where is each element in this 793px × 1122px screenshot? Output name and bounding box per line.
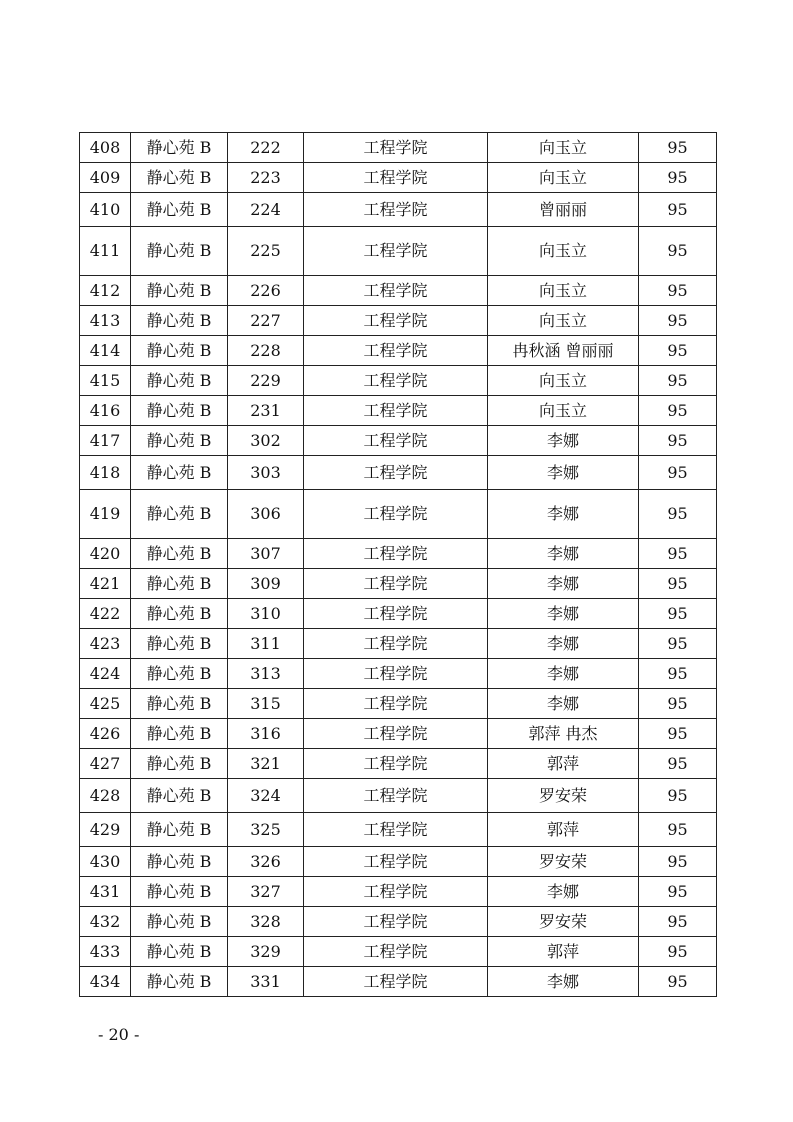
room-cell: 227 bbox=[228, 306, 304, 336]
counselor-cell: 郭萍 bbox=[488, 937, 639, 967]
college-cell: 工程学院 bbox=[304, 336, 488, 366]
table-row bbox=[80, 366, 717, 396]
counselor-cell: 李娜 bbox=[488, 569, 639, 599]
room-cell: 225 bbox=[228, 227, 304, 276]
index-cell: 424 bbox=[80, 659, 131, 689]
index-cell: 423 bbox=[80, 629, 131, 659]
score-cell: 95 bbox=[639, 306, 717, 336]
table-row bbox=[80, 779, 717, 813]
table-row bbox=[80, 276, 717, 306]
room-cell: 311 bbox=[228, 629, 304, 659]
room-cell: 302 bbox=[228, 426, 304, 456]
building-cell: 静心苑 B bbox=[131, 599, 228, 629]
index-cell: 417 bbox=[80, 426, 131, 456]
index-cell: 411 bbox=[80, 227, 131, 276]
index-cell: 412 bbox=[80, 276, 131, 306]
table-row bbox=[80, 877, 717, 907]
building-cell: 静心苑 B bbox=[131, 276, 228, 306]
index-cell: 427 bbox=[80, 749, 131, 779]
college-cell: 工程学院 bbox=[304, 877, 488, 907]
building-cell: 静心苑 B bbox=[131, 719, 228, 749]
score-cell: 95 bbox=[639, 336, 717, 366]
counselor-cell: 罗安荣 bbox=[488, 907, 639, 937]
score-cell: 95 bbox=[639, 779, 717, 813]
college-cell: 工程学院 bbox=[304, 659, 488, 689]
table-row bbox=[80, 689, 717, 719]
counselor-cell: 李娜 bbox=[488, 539, 639, 569]
college-cell: 工程学院 bbox=[304, 779, 488, 813]
counselor-cell: 李娜 bbox=[488, 456, 639, 490]
score-cell: 95 bbox=[639, 719, 717, 749]
index-cell: 416 bbox=[80, 396, 131, 426]
table-row bbox=[80, 133, 717, 163]
building-cell: 静心苑 B bbox=[131, 569, 228, 599]
room-cell: 229 bbox=[228, 366, 304, 396]
index-cell: 415 bbox=[80, 366, 131, 396]
building-cell: 静心苑 B bbox=[131, 937, 228, 967]
room-cell: 226 bbox=[228, 276, 304, 306]
building-cell: 静心苑 B bbox=[131, 163, 228, 193]
counselor-cell: 罗安荣 bbox=[488, 779, 639, 813]
score-cell: 95 bbox=[639, 539, 717, 569]
room-cell: 306 bbox=[228, 490, 304, 539]
college-cell: 工程学院 bbox=[304, 539, 488, 569]
score-cell: 95 bbox=[639, 599, 717, 629]
counselor-cell: 向玉立 bbox=[488, 163, 639, 193]
score-cell: 95 bbox=[639, 227, 717, 276]
dormitory-score-table bbox=[79, 132, 717, 997]
table-row bbox=[80, 163, 717, 193]
counselor-cell: 李娜 bbox=[488, 877, 639, 907]
table-row bbox=[80, 396, 717, 426]
building-cell: 静心苑 B bbox=[131, 336, 228, 366]
room-cell: 309 bbox=[228, 569, 304, 599]
room-cell: 224 bbox=[228, 193, 304, 227]
room-cell: 315 bbox=[228, 689, 304, 719]
college-cell: 工程学院 bbox=[304, 227, 488, 276]
room-cell: 331 bbox=[228, 967, 304, 997]
building-cell: 静心苑 B bbox=[131, 689, 228, 719]
building-cell: 静心苑 B bbox=[131, 193, 228, 227]
room-cell: 223 bbox=[228, 163, 304, 193]
table-row bbox=[80, 336, 717, 366]
table-row bbox=[80, 306, 717, 336]
table-row bbox=[80, 629, 717, 659]
table-row bbox=[80, 937, 717, 967]
building-cell: 静心苑 B bbox=[131, 749, 228, 779]
college-cell: 工程学院 bbox=[304, 569, 488, 599]
score-cell: 95 bbox=[639, 813, 717, 847]
college-cell: 工程学院 bbox=[304, 967, 488, 997]
college-cell: 工程学院 bbox=[304, 813, 488, 847]
score-cell: 95 bbox=[639, 456, 717, 490]
index-cell: 410 bbox=[80, 193, 131, 227]
building-cell: 静心苑 B bbox=[131, 426, 228, 456]
room-cell: 324 bbox=[228, 779, 304, 813]
college-cell: 工程学院 bbox=[304, 163, 488, 193]
building-cell: 静心苑 B bbox=[131, 967, 228, 997]
counselor-cell: 曾丽丽 bbox=[488, 193, 639, 227]
counselor-cell: 郭萍 bbox=[488, 749, 639, 779]
room-cell: 231 bbox=[228, 396, 304, 426]
table-row bbox=[80, 539, 717, 569]
college-cell: 工程学院 bbox=[304, 306, 488, 336]
table-row bbox=[80, 719, 717, 749]
index-cell: 414 bbox=[80, 336, 131, 366]
index-cell: 418 bbox=[80, 456, 131, 490]
college-cell: 工程学院 bbox=[304, 847, 488, 877]
counselor-cell: 李娜 bbox=[488, 689, 639, 719]
room-cell: 228 bbox=[228, 336, 304, 366]
college-cell: 工程学院 bbox=[304, 937, 488, 967]
index-cell: 432 bbox=[80, 907, 131, 937]
counselor-cell: 李娜 bbox=[488, 599, 639, 629]
room-cell: 329 bbox=[228, 937, 304, 967]
score-cell: 95 bbox=[639, 193, 717, 227]
building-cell: 静心苑 B bbox=[131, 366, 228, 396]
index-cell: 425 bbox=[80, 689, 131, 719]
table-row bbox=[80, 967, 717, 997]
counselor-cell: 郭萍 bbox=[488, 813, 639, 847]
college-cell: 工程学院 bbox=[304, 689, 488, 719]
page-number: - 20 - bbox=[98, 1025, 140, 1044]
index-cell: 408 bbox=[80, 133, 131, 163]
index-cell: 431 bbox=[80, 877, 131, 907]
index-cell: 433 bbox=[80, 937, 131, 967]
table-row bbox=[80, 599, 717, 629]
score-cell: 95 bbox=[639, 629, 717, 659]
counselor-cell: 李娜 bbox=[488, 659, 639, 689]
building-cell: 静心苑 B bbox=[131, 877, 228, 907]
counselor-cell: 冉秋涵 曾丽丽 bbox=[488, 336, 639, 366]
index-cell: 426 bbox=[80, 719, 131, 749]
room-cell: 222 bbox=[228, 133, 304, 163]
building-cell: 静心苑 B bbox=[131, 847, 228, 877]
table-body bbox=[80, 133, 717, 997]
counselor-cell: 向玉立 bbox=[488, 276, 639, 306]
counselor-cell: 向玉立 bbox=[488, 366, 639, 396]
score-cell: 95 bbox=[639, 366, 717, 396]
table-row bbox=[80, 847, 717, 877]
table-row bbox=[80, 569, 717, 599]
score-cell: 95 bbox=[639, 276, 717, 306]
score-cell: 95 bbox=[639, 937, 717, 967]
score-cell: 95 bbox=[639, 163, 717, 193]
counselor-cell: 向玉立 bbox=[488, 306, 639, 336]
score-cell: 95 bbox=[639, 396, 717, 426]
counselor-cell: 郭萍 冉杰 bbox=[488, 719, 639, 749]
table-row bbox=[80, 659, 717, 689]
counselor-cell: 李娜 bbox=[488, 967, 639, 997]
building-cell: 静心苑 B bbox=[131, 629, 228, 659]
building-cell: 静心苑 B bbox=[131, 456, 228, 490]
table-row bbox=[80, 193, 717, 227]
room-cell: 316 bbox=[228, 719, 304, 749]
room-cell: 313 bbox=[228, 659, 304, 689]
building-cell: 静心苑 B bbox=[131, 539, 228, 569]
score-cell: 95 bbox=[639, 133, 717, 163]
college-cell: 工程学院 bbox=[304, 193, 488, 227]
index-cell: 422 bbox=[80, 599, 131, 629]
table-row bbox=[80, 456, 717, 490]
table-row bbox=[80, 490, 717, 539]
building-cell: 静心苑 B bbox=[131, 227, 228, 276]
college-cell: 工程学院 bbox=[304, 396, 488, 426]
college-cell: 工程学院 bbox=[304, 490, 488, 539]
score-cell: 95 bbox=[639, 426, 717, 456]
score-cell: 95 bbox=[639, 659, 717, 689]
table-row bbox=[80, 749, 717, 779]
room-cell: 327 bbox=[228, 877, 304, 907]
college-cell: 工程学院 bbox=[304, 629, 488, 659]
building-cell: 静心苑 B bbox=[131, 659, 228, 689]
table-row bbox=[80, 227, 717, 276]
college-cell: 工程学院 bbox=[304, 426, 488, 456]
score-cell: 95 bbox=[639, 749, 717, 779]
counselor-cell: 罗安荣 bbox=[488, 847, 639, 877]
college-cell: 工程学院 bbox=[304, 456, 488, 490]
score-cell: 95 bbox=[639, 877, 717, 907]
room-cell: 303 bbox=[228, 456, 304, 490]
index-cell: 430 bbox=[80, 847, 131, 877]
counselor-cell: 向玉立 bbox=[488, 227, 639, 276]
index-cell: 434 bbox=[80, 967, 131, 997]
score-cell: 95 bbox=[639, 689, 717, 719]
building-cell: 静心苑 B bbox=[131, 779, 228, 813]
college-cell: 工程学院 bbox=[304, 907, 488, 937]
index-cell: 419 bbox=[80, 490, 131, 539]
index-cell: 409 bbox=[80, 163, 131, 193]
college-cell: 工程学院 bbox=[304, 719, 488, 749]
room-cell: 328 bbox=[228, 907, 304, 937]
room-cell: 307 bbox=[228, 539, 304, 569]
building-cell: 静心苑 B bbox=[131, 133, 228, 163]
index-cell: 429 bbox=[80, 813, 131, 847]
score-cell: 95 bbox=[639, 967, 717, 997]
counselor-cell: 向玉立 bbox=[488, 133, 639, 163]
college-cell: 工程学院 bbox=[304, 276, 488, 306]
room-cell: 326 bbox=[228, 847, 304, 877]
building-cell: 静心苑 B bbox=[131, 306, 228, 336]
building-cell: 静心苑 B bbox=[131, 490, 228, 539]
room-cell: 325 bbox=[228, 813, 304, 847]
building-cell: 静心苑 B bbox=[131, 396, 228, 426]
counselor-cell: 李娜 bbox=[488, 490, 639, 539]
college-cell: 工程学院 bbox=[304, 599, 488, 629]
table-row bbox=[80, 907, 717, 937]
building-cell: 静心苑 B bbox=[131, 813, 228, 847]
score-cell: 95 bbox=[639, 847, 717, 877]
counselor-cell: 李娜 bbox=[488, 426, 639, 456]
counselor-cell: 向玉立 bbox=[488, 396, 639, 426]
room-cell: 310 bbox=[228, 599, 304, 629]
counselor-cell: 李娜 bbox=[488, 629, 639, 659]
room-cell: 321 bbox=[228, 749, 304, 779]
score-cell: 95 bbox=[639, 490, 717, 539]
table-row bbox=[80, 426, 717, 456]
table-row bbox=[80, 813, 717, 847]
index-cell: 420 bbox=[80, 539, 131, 569]
building-cell: 静心苑 B bbox=[131, 907, 228, 937]
index-cell: 421 bbox=[80, 569, 131, 599]
index-cell: 413 bbox=[80, 306, 131, 336]
college-cell: 工程学院 bbox=[304, 133, 488, 163]
college-cell: 工程学院 bbox=[304, 366, 488, 396]
index-cell: 428 bbox=[80, 779, 131, 813]
score-cell: 95 bbox=[639, 907, 717, 937]
score-cell: 95 bbox=[639, 569, 717, 599]
college-cell: 工程学院 bbox=[304, 749, 488, 779]
